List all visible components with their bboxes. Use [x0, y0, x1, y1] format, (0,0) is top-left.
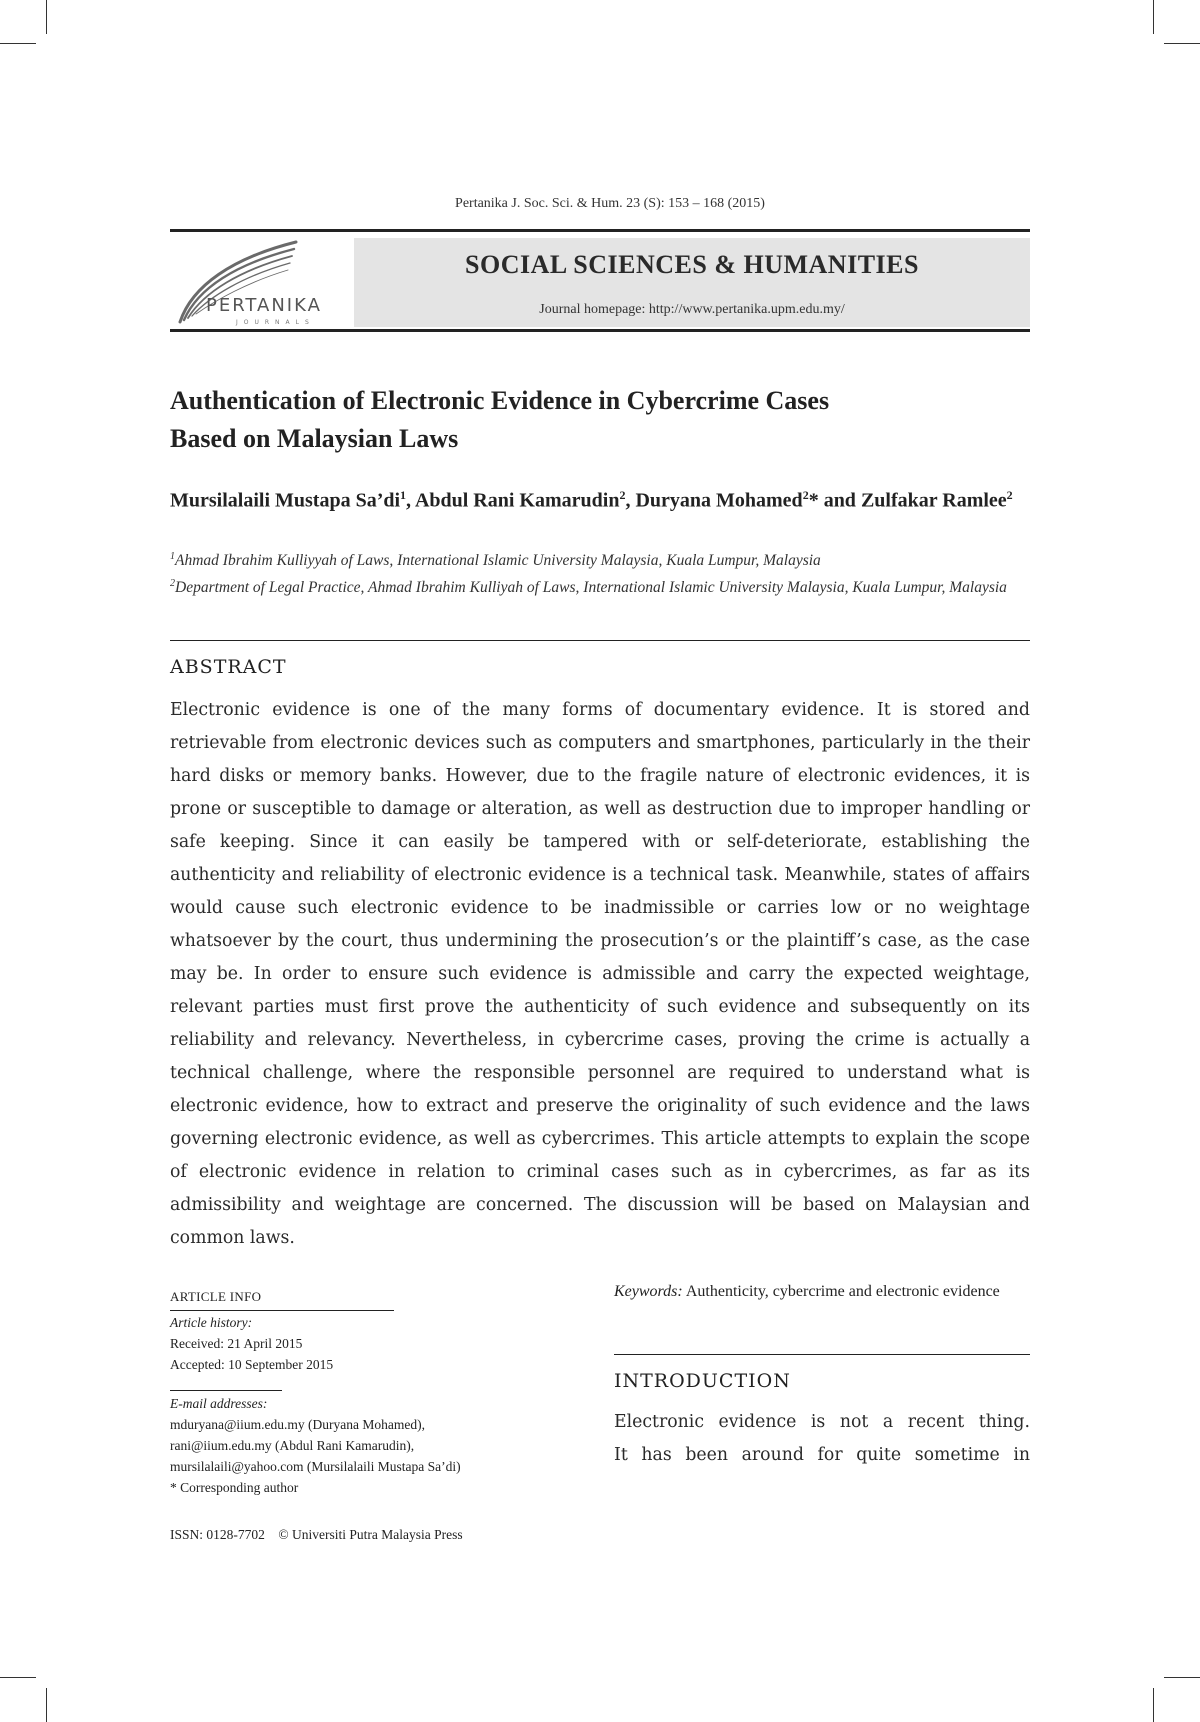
crop-mark	[1164, 43, 1200, 44]
crop-mark	[1164, 1677, 1200, 1678]
affiliations	[170, 545, 1032, 599]
introduction-line: Electronic evidence is not a recent thing.	[614, 1412, 1030, 1432]
author-separator: ,	[625, 489, 636, 512]
crop-mark	[1153, 1688, 1154, 1722]
introduction-line: It has been around for quite sometime in	[614, 1445, 1030, 1465]
introduction-heading: INTRODUCTION	[614, 1370, 791, 1392]
journal-homepage: Journal homepage: http://www.pertanika.upm.edu.my/	[539, 302, 845, 317]
crop-mark	[1153, 0, 1154, 34]
email-address: rani@iium.edu.my (Abdul Rani Kamarudin),	[170, 1438, 415, 1453]
keywords-label: Keywords:	[614, 1283, 683, 1300]
affiliation-text: Ahmad Ibrahim Kulliyyah of Laws, International Islamic University Malaysia, Kuala Lumpur, Malaysia	[175, 552, 821, 570]
author-affiliation-mark: 2	[1006, 488, 1013, 502]
journal-citation: Pertanika J. Soc. Sci. & Hum. 23 (S): 153 – 168 (2015)	[455, 196, 765, 211]
keywords-text: Authenticity, cybercrime and electronic evidence	[685, 1283, 1000, 1300]
title-line: Based on Malaysian Laws	[170, 424, 459, 453]
author-list	[170, 480, 1032, 516]
article-info-rule	[170, 1310, 394, 1311]
received-date: Received: 21 April 2015	[170, 1336, 303, 1351]
keywords-rule	[614, 1354, 1030, 1355]
email-address: mursilalaili@yahoo.com (Mursilalaili Mustapa Sa’di)	[170, 1459, 461, 1474]
abstract-heading: ABSTRACT	[170, 656, 287, 678]
copyright: © Universiti Putra Malaysia Press	[278, 1527, 463, 1542]
title-line: Authentication of Electronic Evidence in Cybercrime Cases	[170, 386, 830, 415]
header-top-rule	[170, 229, 1030, 232]
corresponding-note: * Corresponding author	[170, 1480, 299, 1495]
affiliation-mark: 1	[170, 551, 175, 562]
keywords	[614, 1280, 1030, 1304]
affiliation-mark: 2	[170, 578, 175, 590]
crop-mark	[0, 43, 36, 44]
article-history	[170, 1312, 333, 1375]
author-separator: ,	[406, 489, 415, 512]
article-info-heading: ARTICLE INFO	[170, 1289, 262, 1304]
history-label: Article history:	[170, 1315, 253, 1330]
author-affiliation-mark: 1	[400, 488, 407, 502]
crop-mark	[46, 0, 47, 34]
affiliation	[170, 545, 1032, 572]
abstract-top-rule	[170, 640, 1030, 641]
author-affiliation-mark: 2	[619, 488, 626, 502]
author-separator: * and	[808, 489, 861, 512]
abstract-body: Electronic evidence is one of the many forms of documentary evidence. It is stored and retrievable from electronic devices such as computers and smartphones, particularly in the their hard disks or memory banks. However, due to the fragile nature of electronic evidences, it is prone or susceptible to damage or alteration, as well as destruction due to improper handling or safe keeping. Since it can easily be tampered with or self-deteriorate, establishing the authenticity and reliability of electronic evidence is a technical task. Meanwhile, states of affairs would cause such electronic evidence to be inadmissible or carries low or no weightage whatsoever by the court, thus undermining the prosecution’s or the plaintiff’s case, as the case may be. In order to ensure such evidence is admissible and carry the expected weightage, relevant parties must first prove the authenticity of such evidence and subsequently on its reliability and relevancy. Nevertheless, in cybercrime cases, proving the crime is actually a technical challenge, where the responsible personnel are required to understand what is electronic evidence, how to extract and preserve the originality of such evidence and the laws governing electronic evidence, as well as cybercrimes. This article attempts to explain the scope of electronic evidence in relation to criminal cases such as in cybercrimes, as far as its admissibility and weightage are concerned. The discussion will be based on Malaysian and common laws.	[170, 700, 1030, 1248]
email-rule	[170, 1390, 282, 1391]
page-footer	[170, 1527, 463, 1543]
logo-subtitle: JOURNALS	[236, 319, 315, 326]
email-address: mduryana@iium.edu.my (Duryana Mohamed),	[170, 1417, 425, 1432]
email-block	[170, 1393, 461, 1498]
crop-mark	[46, 1688, 47, 1722]
author-name: Duryana Mohamed	[635, 489, 803, 512]
author-affiliation-mark: 2	[802, 488, 809, 502]
author-name: Zulfakar Ramlee	[860, 489, 1007, 512]
author-name: Mursilalaili Mustapa Sa’di	[170, 489, 401, 512]
article-title	[170, 382, 1030, 458]
affiliation-text: Department of Legal Practice, Ahmad Ibrahim Kulliyah of Laws, International Islamic University Malaysia, Kuala Lumpur, Malaysia	[175, 579, 1007, 597]
affiliation	[170, 572, 1032, 599]
logo-wordmark: PERTANIKA	[206, 295, 322, 316]
accepted-date: Accepted: 10 September 2015	[170, 1357, 334, 1372]
author-name: Abdul Rani Kamarudin	[414, 489, 620, 512]
header-bottom-rule	[170, 329, 1030, 332]
issn: ISSN: 0128-7702	[170, 1527, 265, 1542]
emails-label: E-mail addresses:	[170, 1396, 268, 1411]
journal-section-title: SOCIAL SCIENCES & HUMANITIES	[465, 250, 919, 279]
introduction-body	[614, 1406, 1030, 1472]
crop-mark	[0, 1677, 36, 1678]
